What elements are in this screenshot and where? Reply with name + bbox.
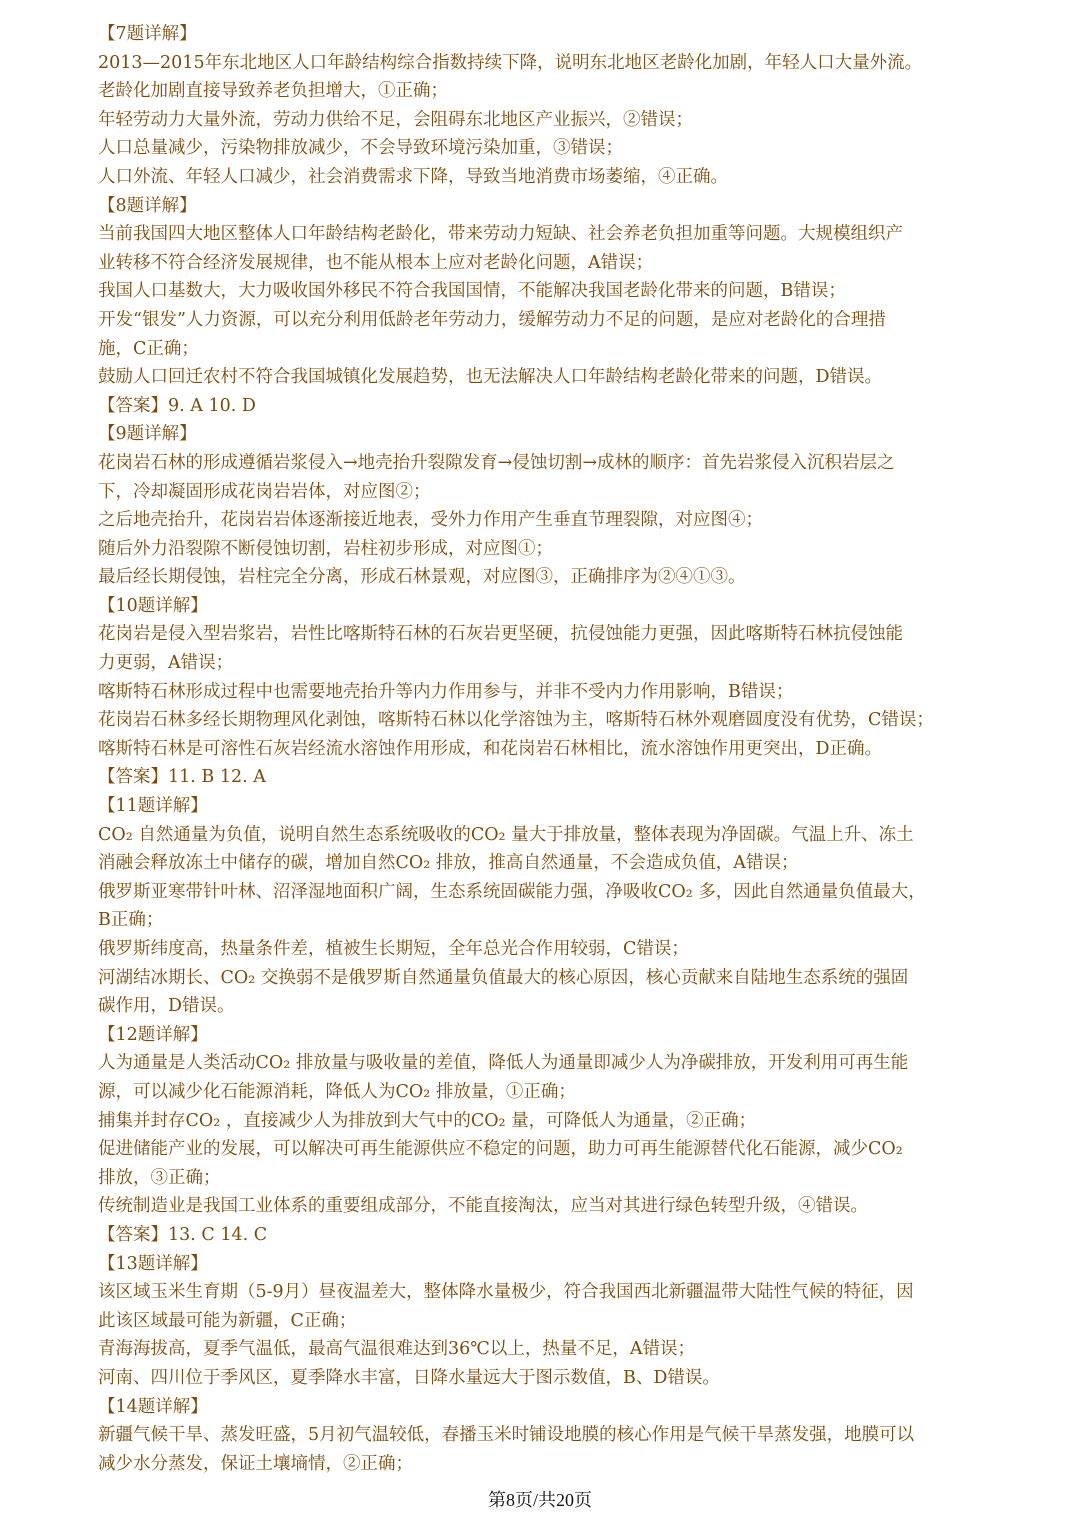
text-line: 喀斯特石林是可溶性石灰岩经流水溶蚀作用形成，和花岗岩石林相比，流水溶蚀作用更突出，D正确。 [98, 738, 883, 759]
text-line: 最后经长期侵蚀，岩柱完全分离，形成石林景观，对应图③，正确排序为②④①③。 [98, 567, 746, 588]
text-line: 年轻劳动力大量外流，劳动力供给不足，会阻碍东北地区产业振兴，②错误； [98, 109, 693, 130]
text-line: B正确； [98, 910, 164, 931]
section-heading: 【答案】9. A 10. D [98, 395, 256, 416]
section-heading: 【8题详解】 [98, 195, 197, 216]
text-line: 随后外力沿裂隙不断侵蚀切割，岩柱初步形成，对应图①； [98, 538, 553, 559]
text-line: 花岗岩石林的形成遵循岩浆侵入→地壳抬升裂隙发育→侵蚀切割→成林的顺序：首先岩浆侵入沉积岩层之 [98, 452, 895, 473]
text-line: 老龄化加剧直接导致养老负担增大，①正确； [98, 81, 448, 102]
section-heading: 【13题详解】 [98, 1253, 208, 1274]
text-line: 下，冷却凝固形成花岗岩岩体，对应图②； [98, 481, 431, 502]
text-line: 鼓励人口回迁农村不符合我国城镇化发展趋势，也无法解决人口年龄结构老龄化带来的问题，D错误。 [98, 367, 883, 388]
page-number-footer: 第8页/共20页 [487, 1490, 592, 1510]
text-line: 之后地壳抬升，花岗岩岩体逐渐接近地表，受外力作用产生垂直节理裂隙，对应图④； [98, 510, 763, 531]
text-line: 花岗岩是侵入型岩浆岩，岩性比喀斯特石林的石灰岩更坚硬，抗侵蚀能力更强，因此喀斯特石林抗侵蚀能 [98, 624, 903, 645]
section-heading: 【答案】13. C 14. C [98, 1224, 268, 1245]
text-line: 业转移不符合经济发展规律，也不能从根本上应对老龄化问题，A错误； [98, 252, 654, 273]
section-heading: 【答案】11. B 12. A [98, 767, 266, 788]
text-line: 该区域玉米生育期（5-9月）昼夜温差大，整体降水量极少，符合我国西北新疆温带大陆性气候的特征，因 [98, 1282, 914, 1303]
text-line: 碳作用，D错误。 [98, 996, 235, 1017]
text-line: 排放，③正确； [98, 1167, 221, 1188]
text-line: 河南、四川位于季风区，夏季降水丰富，日降水量远大于图示数值，B、D错误。 [98, 1367, 720, 1388]
text-line: 捕集并封存CO₂ ，直接减少人为排放到大气中的CO₂ 量，可降低人为通量，②正确； [98, 1110, 757, 1131]
document-body [98, 20, 984, 1478]
text-line: 此该区域最可能为新疆，C正确； [98, 1310, 357, 1331]
text-line: 源，可以减少化石能源消耗，降低人为CO₂ 排放量，①正确； [98, 1081, 576, 1102]
text-line: 人口外流、年轻人口减少，社会消费需求下降，导致当地消费市场萎缩，④正确。 [98, 166, 728, 187]
text-line: 俄罗斯亚寒带针叶林、沼泽湿地面积广阔，生态系统固碳能力强，净吸收CO₂ 多，因此自然通量负值最大， [98, 881, 926, 902]
section-heading: 【12题详解】 [98, 1024, 208, 1045]
text-line: 促进储能产业的发展，可以解决可再生能源供应不稳定的问题，助力可再生能源替代化石能源，减少CO₂ [98, 1139, 903, 1160]
text-line: 开发“银发”人力资源，可以充分利用低龄老年劳动力，缓解劳动力不足的问题，是应对老龄化的合理措 [98, 309, 886, 330]
text-line: 施，C正确； [98, 338, 199, 359]
section-heading: 【9题详解】 [98, 424, 197, 445]
text-line: 当前我国四大地区整体人口年龄结构老龄化，带来劳动力短缺、社会养老负担加重等问题。大规模组织产 [98, 224, 903, 245]
text-line: 花岗岩石林多经长期物理风化剥蚀，喀斯特石林以化学溶蚀为主，喀斯特石林外观磨圆度没有优势，C错误； [98, 710, 934, 731]
text-line: 我国人口基数大，大力吸收国外移民不符合我国国情，不能解决我国老龄化带来的问题，B错误； [98, 281, 846, 302]
text-line: CO₂ 自然通量为负值，说明自然生态系统吸收的CO₂ 量大于排放量，整体表现为净固碳。气温上升、冻土 [98, 824, 914, 845]
text-line: 消融会释放冻土中储存的碳，增加自然CO₂ 排放，推高自然通量，不会造成负值，A错误； [98, 853, 799, 874]
text-line: 人口总量减少，污染物排放减少，不会导致环境污染加重，③错误； [98, 138, 623, 159]
text-line: 人为通量是人类活动CO₂ 排放量与吸收量的差值，降低人为通量即减少人为净碳排放，开发利用可再生能 [98, 1053, 909, 1074]
section-heading: 【11题详解】 [98, 796, 208, 817]
text-line: 青海海拔高，夏季气温低，最高气温很难达到36℃以上，热量不足，A错误； [98, 1339, 695, 1360]
text-line: 新疆气候干旱、蒸发旺盛，5月初气温较低，春播玉米时铺设地膜的核心作用是气候干旱蒸发强，地膜可以 [98, 1425, 915, 1446]
text-line: 力更弱，A错误； [98, 653, 234, 674]
section-heading: 【14题详解】 [98, 1396, 208, 1417]
text-line: 减少水分蒸发，保证土壤墒情，②正确； [98, 1453, 413, 1474]
text-line: 喀斯特石林形成过程中也需要地壳抬升等内力作用参与，并非不受内力作用影响，B错误； [98, 681, 794, 702]
text-line: 2013—2015年东北地区人口年龄结构综合指数持续下降，说明东北地区老龄化加剧，年轻人口大量外流。 [98, 52, 923, 73]
section-heading: 【10题详解】 [98, 595, 208, 616]
section-heading: 【7题详解】 [98, 24, 197, 44]
text-line: 俄罗斯纬度高，热量条件差，植被生长期短，全年总光合作用较弱，C错误； [98, 939, 689, 959]
text-line: 河湖结冰期长、CO₂ 交换弱不是俄罗斯自然通量负值最大的核心原因，核心贡献来自陆地生态系统的强固 [98, 967, 909, 988]
text-line: 传统制造业是我国工业体系的重要组成部分，不能直接淘汰，应当对其进行绿色转型升级，④错误。 [98, 1196, 868, 1217]
